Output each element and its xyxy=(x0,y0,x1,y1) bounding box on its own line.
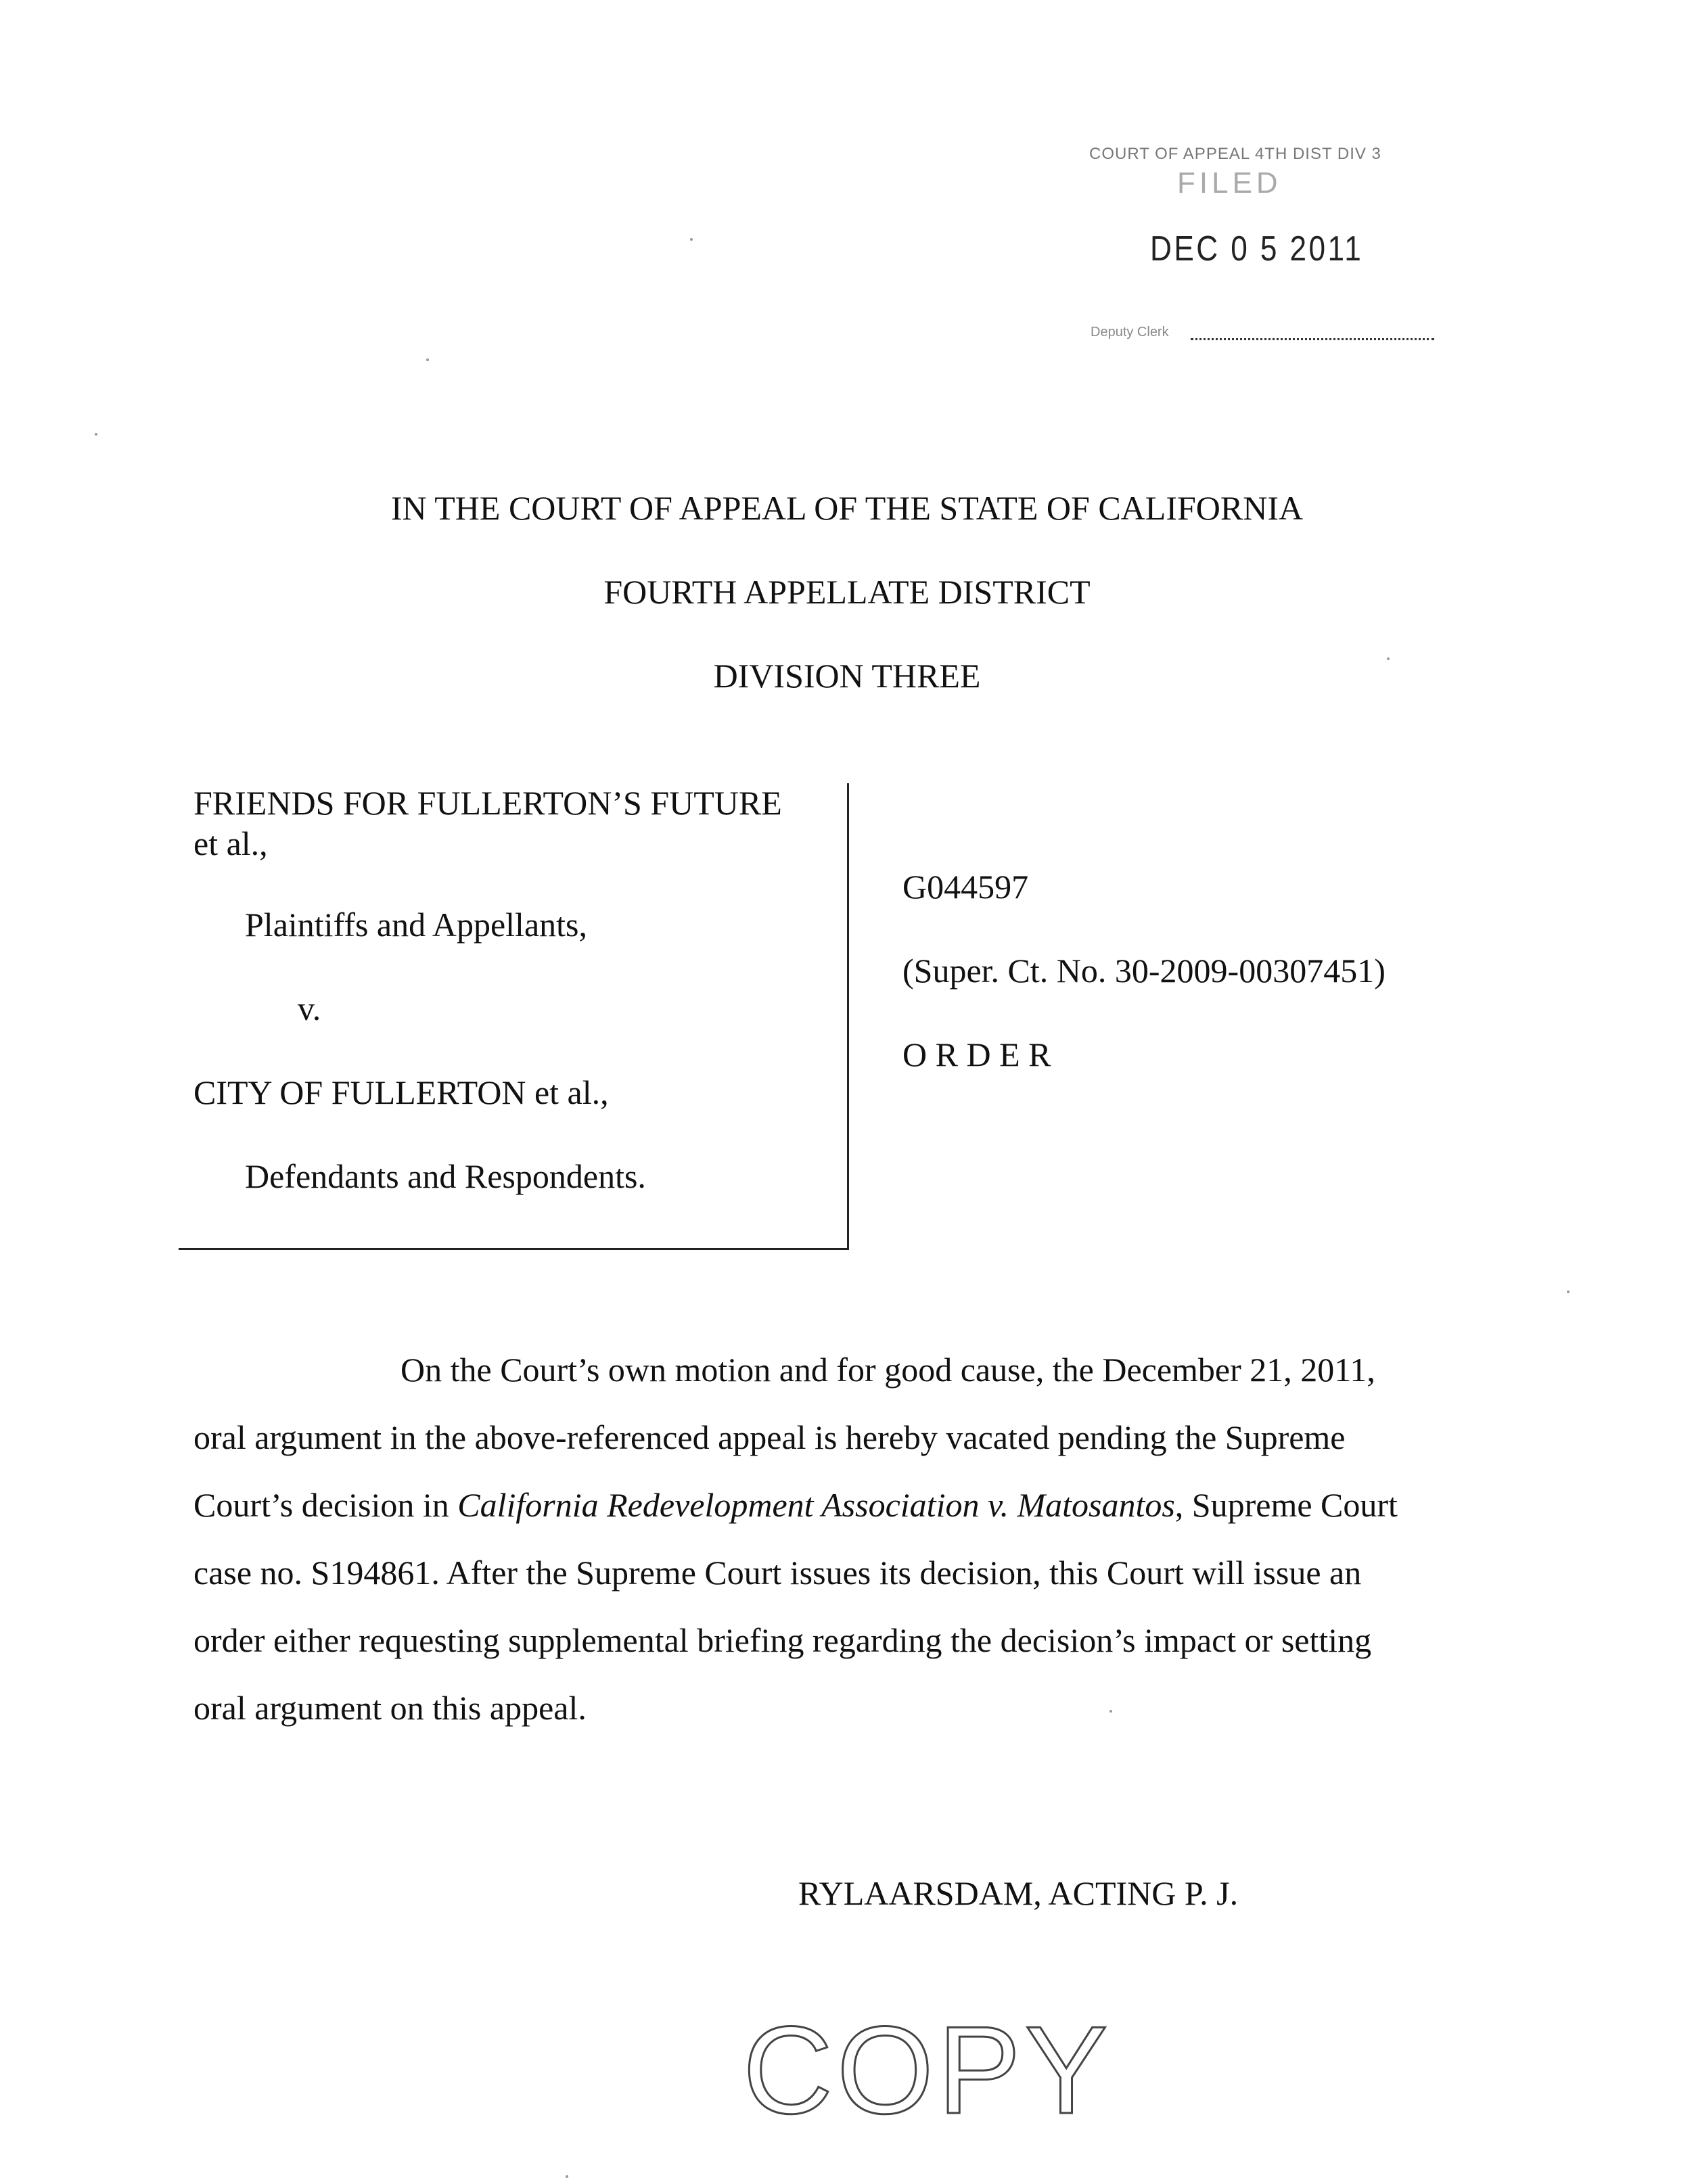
body-line-5: order either requesting supplemental briefing regarding the decision’s impact or setting xyxy=(193,1621,1372,1659)
case-number: G044597 xyxy=(902,868,1029,906)
versus: v. xyxy=(298,990,321,1027)
judge-signature: RYLAARSDAM, ACTING P. J. xyxy=(798,1874,1239,1912)
scan-speck xyxy=(566,2175,568,2178)
document-type: O R D E R xyxy=(902,1036,1051,1073)
stamp-court-name: COURT OF APPEAL 4TH DIST DIV 3 xyxy=(1089,145,1381,163)
scan-speck xyxy=(690,238,693,241)
scan-speck xyxy=(426,358,429,361)
plaintiff-et-al: et al., xyxy=(193,824,268,862)
case-citation: California Redevelopment Association v. Matosantos xyxy=(457,1486,1175,1524)
body-line-3 xyxy=(193,1471,1519,1539)
body-line-3-start: Court’s decision in xyxy=(193,1486,458,1524)
scan-speck xyxy=(1387,657,1390,660)
stamp-deputy-clerk-label: Deputy Clerk xyxy=(1091,325,1169,340)
body-line-1: On the Court’s own motion and for good cause, the December 21, 2011, xyxy=(400,1351,1375,1389)
copy-stamp: COPY xyxy=(743,2000,1112,2139)
stamp-clerk-signature-line xyxy=(1191,338,1434,340)
stamp-filed: FILED xyxy=(1177,166,1282,200)
stamp-filed-date: DEC 0 5 2011 xyxy=(1150,229,1364,269)
district-heading: FOURTH APPELLATE DISTRICT xyxy=(603,573,1091,611)
caption-divider-vertical xyxy=(847,783,849,1250)
defendant-role: Defendants and Respondents. xyxy=(245,1157,646,1195)
superior-court-number: (Super. Ct. No. 30-2009-00307451) xyxy=(902,952,1386,990)
body-line-4: case no. S194861. After the Supreme Court issues its decision, this Court will issue an xyxy=(193,1554,1362,1591)
order-body xyxy=(193,1336,1519,1742)
body-line-3-end: , Supreme Court xyxy=(1174,1486,1398,1524)
body-line-2: oral argument in the above-referenced appeal is hereby vacated pending the Supreme xyxy=(193,1418,1346,1456)
division-heading: DIVISION THREE xyxy=(713,657,981,695)
scan-speck xyxy=(1567,1291,1570,1293)
scan-speck xyxy=(95,433,97,436)
defendant-name: CITY OF FULLERTON et al., xyxy=(193,1073,609,1111)
plaintiff-name: FRIENDS FOR FULLERTON’S FUTURE xyxy=(193,784,782,822)
plaintiff-role: Plaintiffs and Appellants, xyxy=(245,906,587,944)
caption-divider-horizontal xyxy=(179,1248,849,1250)
court-heading: IN THE COURT OF APPEAL OF THE STATE OF CALIFORNIA xyxy=(390,489,1304,527)
scan-speck xyxy=(1109,1710,1112,1713)
body-line-6: oral argument on this appeal. xyxy=(193,1689,587,1727)
